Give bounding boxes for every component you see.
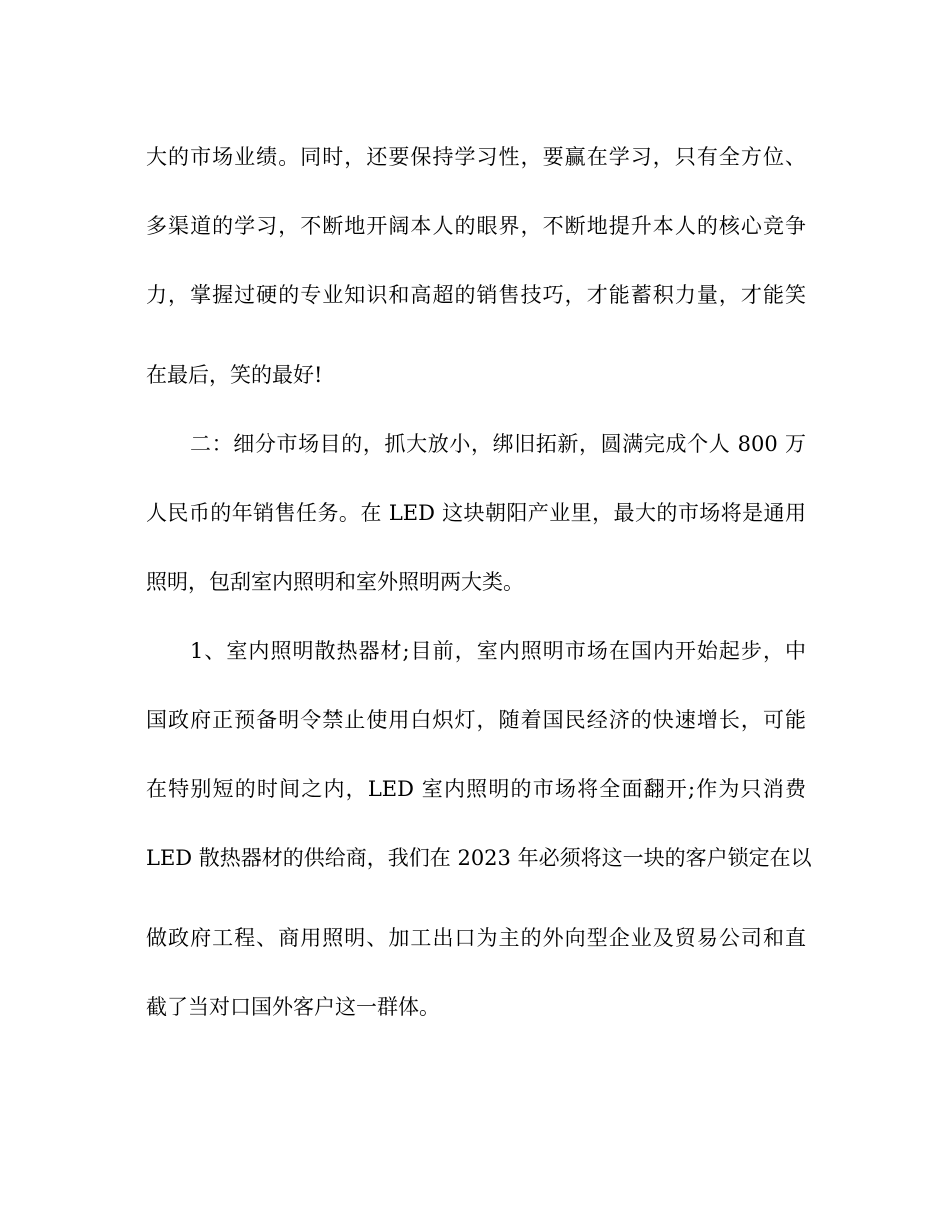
paragraph-first-line: 1、室内照明散热器材;目前，室内照明市场在国内开始起步，中 [190,639,806,663]
text-line: 照明，包刮室内照明和室外照明两大类。 [146,570,524,594]
text-line: 力，掌握过硬的专业知识和高超的销售技巧，才能蓄积力量，才能笑 [146,283,806,307]
text-line: 在特别短的时间之内，LED 室内照明的市场将全面翻开;作为只消费 [146,777,806,801]
text-line: 人民币的年销售任务。在 LED 这块朝阳产业里，最大的市场将是通用 [146,501,806,525]
text-line: 大的市场业绩。同时，还要保持学习性，要赢在学习，只有全方位、 [146,145,806,169]
text-line: LED 散热器材的供给商，我们在 2023 年必须将这一块的客户锁定在以 [146,846,812,870]
text-line: 做政府工程、商用照明、加工出口为主的外向型企业及贸易公司和直 [146,926,806,950]
text-line: 国政府正预备明令禁止使用白炽灯，随着国民经济的快速增长，可能 [146,708,806,732]
text-line: 多渠道的学习，不断地开阔本人的眼界，不断地提升本人的核心竞争 [146,214,806,238]
paragraph-first-line: 二：细分市场目的，抓大放小，绑旧拓新，圆满完成个人 800 万 [190,432,806,456]
text-line: 截了当对口国外客户这一群体。 [146,995,440,1019]
text-line: 在最后，笑的最好! [146,363,323,387]
